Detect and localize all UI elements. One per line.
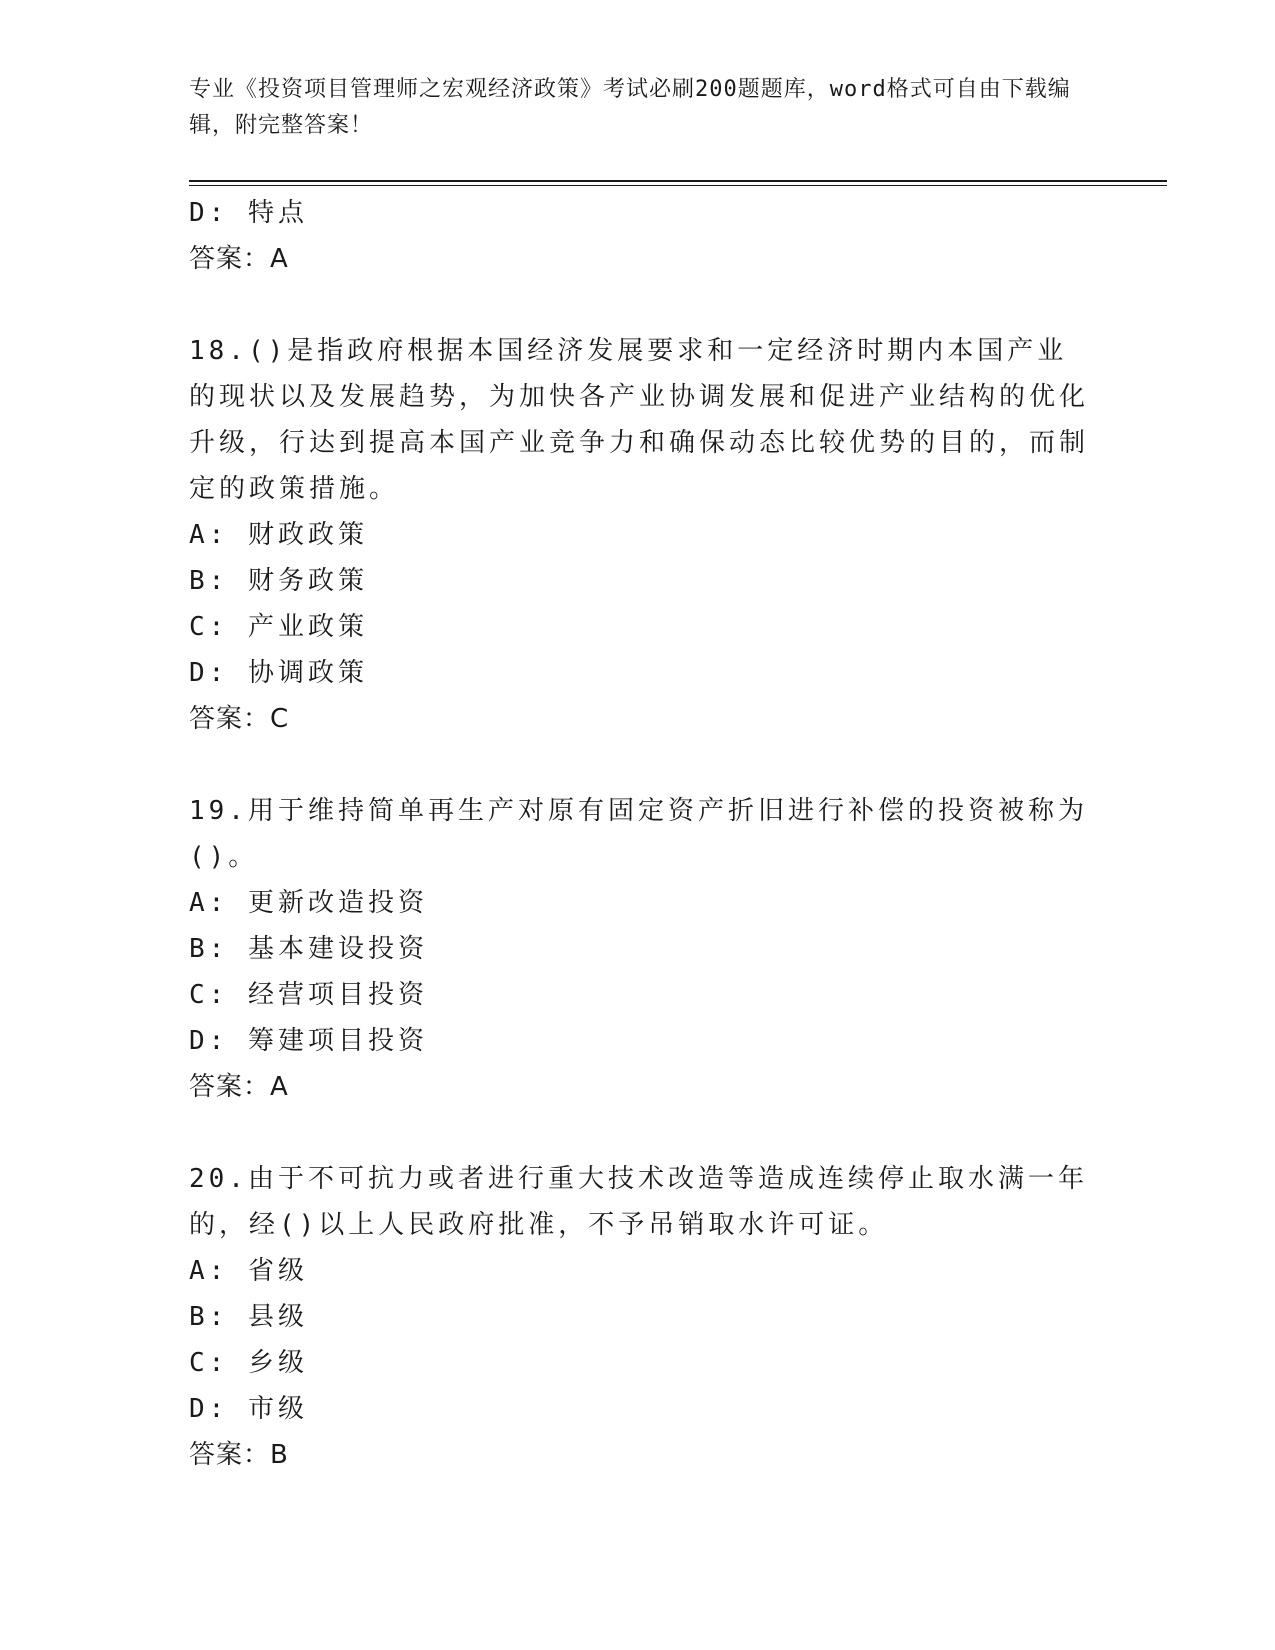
previous-answer: 答案：A — [189, 244, 289, 274]
header-divider-thick — [189, 180, 1167, 182]
answer: 答案：B — [189, 1440, 289, 1470]
option-a: A: 财政政策 — [189, 520, 368, 550]
option-c: C: 产业政策 — [189, 612, 368, 642]
spacer — [189, 282, 1089, 328]
spacer — [189, 1110, 1089, 1156]
answer: 答案：C — [189, 704, 290, 734]
question-text: 20.由于不可抗力或者进行重大技术改造等造成连续停止取水满一年的，经()以上人民政府批准，不予吊销取水许可证。 — [189, 1164, 1088, 1240]
document-title: 专业《投资项目管理师之宏观经济政策》考试必刷200题题库，word格式可自由下载编辑，附完整答案！ — [189, 77, 1071, 138]
header-divider-thin — [189, 185, 1167, 186]
option-a: A: 省级 — [189, 1256, 308, 1286]
question-content — [189, 190, 1089, 1478]
option-d: D: 协调政策 — [189, 658, 368, 688]
previous-option-d: D: 特点 — [189, 198, 308, 228]
document-header — [189, 72, 1089, 144]
option-a: A: 更新改造投资 — [189, 888, 428, 918]
option-d: D: 市级 — [189, 1394, 308, 1424]
question-text: 19.用于维持简单再生产对原有固定资产折旧进行补偿的投资被称为()。 — [189, 796, 1088, 872]
option-c: C: 乡级 — [189, 1348, 308, 1378]
option-b: B: 财务政策 — [189, 566, 368, 596]
question-18 — [189, 328, 1089, 742]
option-b: B: 基本建设投资 — [189, 934, 428, 964]
question-text: 18.()是指政府根据本国经济发展要求和一定经济时期内本国产业的现状以及发展趋势，为加快各产业协调发展和促进产业结构的优化升级，行达到提高本国产业竞争力和确保动态比较优势的目的，而制定的政策措施。 — [189, 336, 1090, 504]
option-b: B: 县级 — [189, 1302, 308, 1332]
spacer — [189, 742, 1089, 788]
answer: 答案：A — [189, 1072, 289, 1102]
question-19 — [189, 788, 1089, 1110]
option-d: D: 筹建项目投资 — [189, 1026, 428, 1056]
question-20 — [189, 1156, 1089, 1478]
option-c: C: 经营项目投资 — [189, 980, 428, 1010]
